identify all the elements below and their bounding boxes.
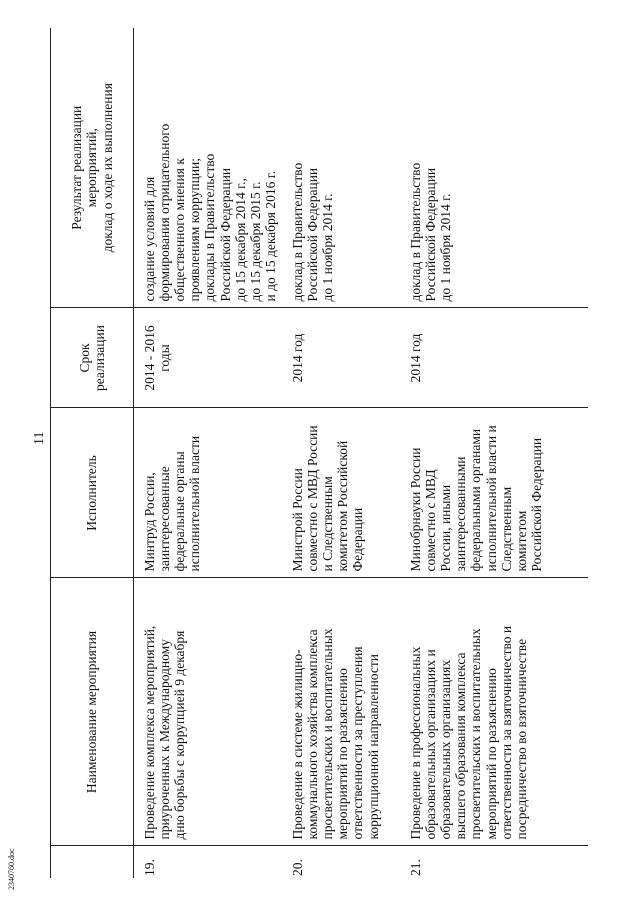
header-executor: Исполнитель [51, 408, 134, 578]
row-number: 20. [290, 859, 305, 876]
footer-doc-code: 2340760.doc [7, 848, 16, 890]
header-result: Результат реализации мероприятий, доклад о ходе их выполнения [51, 28, 134, 308]
table-row [134, 28, 283, 878]
table-header-row [51, 28, 134, 878]
row-number: 21. [408, 859, 423, 876]
row-result: создание условий для формирования отрицательного общественного мнения к проявлениям коррупции; доклады в Правительство Российской Федерации до 15 декабря 2014 г., до 15 декабря 2015 г. и до 15 декабря 2016 г. [134, 28, 283, 308]
row-period: 2014 год [400, 308, 588, 408]
row-name: Проведение в системе жилищно- коммунального хозяйства комплекса просветительских и воспитательных мероприятий по разъяснению ответственности за преступления коррупционной направленности [282, 578, 400, 846]
header-period: Срок реализации [51, 308, 134, 408]
row-result: доклад в Правительство Российской Федерации до 1 ноября 2014 г. [400, 28, 588, 308]
row-executor: Минтруд России, заинтересованные федеральные органы исполнительной власти [134, 408, 283, 578]
row-name: Проведение комплекса мероприятий, приуроченных к Международному дню борьбы с коррупцией 9 декабря [134, 578, 283, 846]
row-executor: Минобрнауки России совместно с МВД России, иными заинтересованными федеральными органами исполнительной власти и Следственным комитетом Российской Федерации [400, 408, 588, 578]
page-number: 11 [32, 431, 47, 445]
row-number: 19. [142, 859, 157, 876]
row-executor: Минстрой России совместно с МВД России и Следственным комитетом Российской Федерации [282, 408, 400, 578]
row-period: 2014 год [282, 308, 400, 408]
table-row [400, 28, 588, 878]
rotated-page-content [50, 28, 590, 878]
row-period: 2014 - 2016 годы [134, 308, 283, 408]
header-name: Наименование мероприятия [51, 578, 134, 846]
table-row [282, 28, 400, 878]
row-name: Проведение в профессиональных образовательных организациях и образовательных организациях высшего образования комплекса просветительских и воспитательных мероприятий по разъяснению ответственности за взяточничество и посредничество во взяточничестве [400, 578, 588, 846]
measures-table [50, 28, 588, 878]
row-result: доклад в Правительство Российской Федерации до 1 ноября 2014 г. [282, 28, 400, 308]
header-num [51, 846, 134, 878]
